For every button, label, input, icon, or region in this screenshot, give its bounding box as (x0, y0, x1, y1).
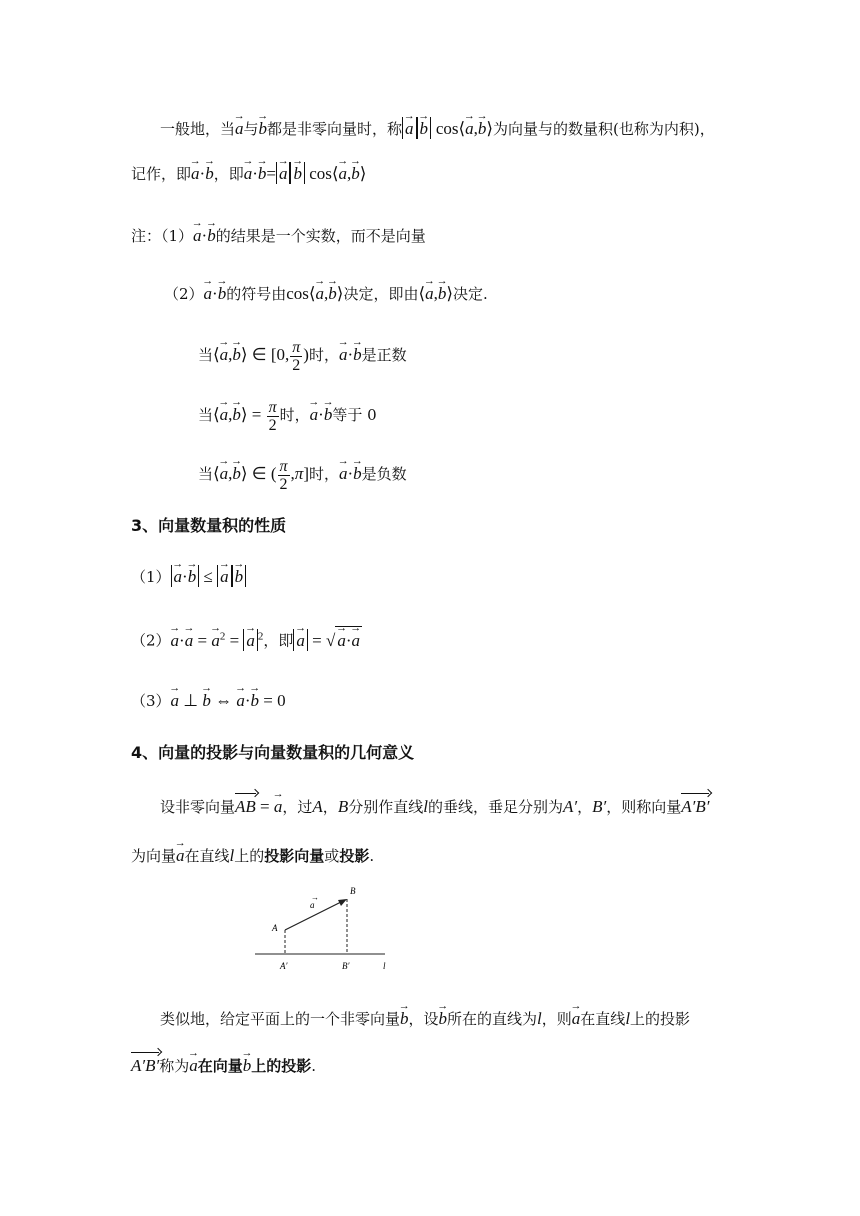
dot-ab: → a·→ b (204, 284, 227, 303)
line-l: l (625, 1009, 631, 1028)
text: 是正数 (361, 346, 407, 364)
vector-a: → a (235, 115, 244, 141)
section-3-heading: 3、向量数量积的性质 (131, 516, 287, 535)
arrowhead (338, 899, 347, 906)
text: （2） (164, 285, 204, 303)
text: 上的投影 (630, 1010, 691, 1028)
property-3-formula: → a ⊥ → b ⇔ → a·→ b = 0 (171, 691, 286, 710)
last-line-1 (160, 1005, 690, 1031)
property-1-formula: → a·→ b ≤ → a→ b (171, 567, 247, 586)
text: ，即 (213, 165, 244, 183)
vector-b: → b (243, 1052, 252, 1078)
definition-line-1 (160, 115, 715, 141)
figure-label-B-prime: B′ (342, 961, 350, 971)
text: 当 (198, 346, 214, 364)
text: ，则 (541, 1010, 572, 1028)
line-l: l (423, 797, 428, 816)
text: （3） (131, 692, 171, 710)
dot-ab: → a·→ b (339, 464, 362, 483)
text: 的垂线，垂足分别为 (427, 798, 563, 816)
text: 在直线 (580, 1010, 626, 1028)
text: 时， (308, 465, 339, 483)
property-3 (131, 687, 286, 713)
projection-line-1: 设非零向量AB = → a，过A，B分别作直线l的垂线，垂足分别为A′，B′，则称向量A′B′ (160, 793, 709, 819)
projection-line-2 (131, 842, 374, 868)
vector-a: → a (572, 1005, 581, 1031)
text: 称为 (159, 1057, 190, 1075)
vector-AB-eq-a: AB = → a (235, 797, 282, 816)
bold-projection-vector: 投影向量 (264, 847, 325, 865)
text: （1） (131, 568, 171, 586)
case-2 (198, 395, 377, 434)
abs-b: → b (417, 117, 432, 139)
text: ，即 (263, 631, 294, 650)
property-1 (131, 565, 246, 589)
line-l: l (229, 846, 235, 865)
section-4-heading: 4、向量的投影与向量数量积的几何意义 (131, 743, 415, 762)
text: 都是非零向量时，称 (267, 120, 403, 138)
figure-label-a-arrow: → (311, 893, 319, 902)
text: 为向量 (131, 847, 177, 865)
vector-b: → b (439, 1005, 448, 1031)
vector-A1B1: A′B′ (131, 1056, 159, 1075)
vector-a: → a (189, 1052, 198, 1078)
point-A-prime: A′ (562, 797, 578, 816)
angle-ab: ⟨→ a,→ b⟩ (418, 284, 453, 303)
vector-b: → b (400, 1005, 409, 1031)
line-l: l (537, 1009, 542, 1028)
cos-angle: cos⟨→ a,→ b⟩ (286, 284, 343, 303)
figure-label-l: l (383, 961, 386, 971)
property-2-sqrt: → a = √→ a·→ a (293, 631, 362, 650)
text: 决定. (452, 285, 488, 303)
abs-a: → a (402, 117, 417, 139)
text: 所在的直线为 (447, 1010, 538, 1028)
text: 的结果是一个实数，而不是向量 (215, 227, 426, 245)
text: 类似地，给定平面上的一个非零向量 (160, 1010, 401, 1028)
text: 设非零向量 (160, 798, 236, 816)
text: ，设 (408, 1010, 439, 1028)
dot-ab: → a·→ b (193, 226, 216, 245)
definition-line-2 (131, 160, 366, 186)
text: . (369, 847, 375, 865)
text: 是负数 (361, 465, 407, 483)
text: 时， (308, 346, 339, 364)
text: . (311, 1057, 317, 1075)
text: 在直线 (184, 847, 230, 865)
text: ， (322, 798, 338, 816)
text: 等于 0 (332, 406, 377, 424)
note-2 (164, 280, 488, 306)
text: ，则称向量 (606, 798, 682, 816)
property-2-formula: → a·→ a = → $a^2$ = → a $^2$ (171, 631, 264, 650)
bold-projection: 投影 (339, 847, 370, 865)
angle-ab: ⟨→ a,→ b⟩ ∈ ( (213, 464, 277, 483)
projection-diagram (255, 882, 405, 977)
point-B: B (337, 797, 349, 816)
fraction-pi-2: $\frac{\pi}{2}$ (279, 457, 288, 493)
figure-label-A: A (272, 923, 278, 933)
angle-ab: ⟨→ a,→ b⟩ (459, 119, 494, 138)
text: 注：（1） (131, 227, 194, 245)
text: 记作，即 (131, 165, 192, 183)
cos-text: cos (435, 119, 459, 138)
text: 的符号由 (226, 285, 287, 303)
note-1 (131, 222, 426, 248)
bold-projection-on: 上的投影 (251, 1057, 312, 1075)
last-line-2 (131, 1052, 316, 1078)
text: 与 (243, 120, 259, 138)
figure-label-B: B (350, 886, 356, 896)
dot-ab: → a·→ b (310, 405, 333, 424)
text: 一般地，当 (160, 120, 236, 138)
text: （2） (131, 631, 171, 650)
text: 上的 (234, 847, 265, 865)
text: 分别作直线 (348, 798, 424, 816)
dot-formula: → a·→ b=→ a→ b cos⟨→ a,→ b⟩ (244, 164, 367, 183)
text: 时， (279, 406, 310, 424)
dot-ab: → a·→ b (339, 345, 362, 364)
text: 当 (198, 465, 214, 483)
fraction-pi-2: $\frac{\pi}{2}$ (268, 398, 277, 434)
text: 或 (324, 847, 340, 865)
dot-ab: → a·→ b (191, 164, 214, 183)
vector-A1B1: A′B′ (681, 797, 709, 816)
text: 当 (198, 406, 214, 424)
bold-on-vector: 在向量 (197, 1057, 243, 1075)
figure-label-a: a (310, 900, 315, 910)
figure-label-A-prime: A′ (280, 961, 288, 971)
text: 决定，即由 (343, 285, 419, 303)
point-B-prime: B′ (592, 797, 607, 816)
vector-a: → a (176, 842, 185, 868)
point-A: A (312, 797, 323, 816)
angle-ab: ⟨→ a,→ b⟩ = (213, 405, 266, 424)
text: ，过 (282, 798, 313, 816)
property-2 (131, 624, 362, 653)
case-3: 当⟨→ a,→ b⟩ ∈ ( $\frac{\pi}{2}$ ,π]时，→ a·→ b是负数 (198, 454, 407, 493)
text: 为向量与的数量积(也称为内积)， (493, 120, 715, 138)
case-1: 当⟨→ a,→ b⟩ ∈ [0, $\frac{\pi}{2}$ )时，→ a·→ b是正数 (198, 335, 407, 374)
fraction-pi-2: $\frac{\pi}{2}$ (292, 338, 301, 374)
vector-b: → b (259, 115, 268, 141)
angle-ab: ⟨→ a,→ b⟩ ∈ [0, (213, 345, 289, 364)
